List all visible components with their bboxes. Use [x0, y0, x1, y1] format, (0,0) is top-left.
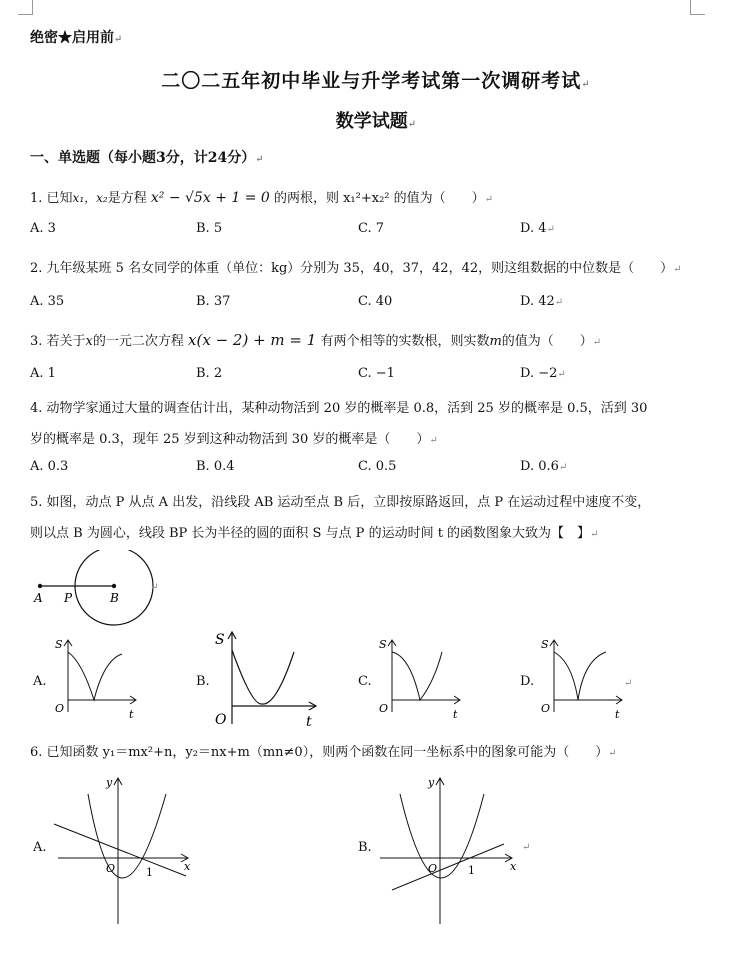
question-1-stem: 1. 已知x₁，x₂是方程 x² − √5x + 1 = 0 的两根，则 x₁²+x₂² 的值为（ ）↵ [30, 190, 494, 206]
q1-option-c[interactable]: C. 7 [358, 221, 385, 236]
svg-text:t: t [129, 708, 134, 721]
q6-option-a[interactable]: A. [33, 840, 47, 855]
question-4-line-1: 4. 动物学家通过大量的调查估计出，某种动物活到 20 岁的概率是 0.8，活到 25 岁的概率是 0.5，活到 30 [30, 401, 648, 416]
secret-label: 绝密★启用前↵ [30, 30, 123, 46]
svg-text:O: O [541, 702, 551, 715]
section-heading: 一、单选题（每小题3分，计24分）↵ [30, 150, 264, 166]
svg-text:↵: ↵ [522, 842, 531, 853]
svg-text:O: O [55, 702, 65, 715]
svg-text:S: S [215, 632, 225, 648]
q6-graph-b[interactable] [372, 772, 542, 932]
q3-option-a[interactable]: A. 1 [30, 366, 56, 381]
svg-text:t: t [453, 708, 458, 721]
svg-text:t: t [615, 708, 620, 721]
equation: x(x − 2) + m = 1 [188, 331, 317, 349]
label-p: P [64, 591, 73, 605]
q5-graph-a[interactable] [52, 632, 142, 722]
svg-text:1: 1 [146, 866, 153, 879]
crop-mark-top-left [18, 0, 33, 15]
svg-text:y: y [106, 776, 113, 789]
question-3-stem: 3. 若关于x的一元二次方程 x(x − 2) + m = 1 有两个相等的实数根，则实数m的值为（ ）↵ [30, 331, 602, 349]
q4-option-a[interactable]: A. 0.3 [30, 459, 69, 474]
q5-option-d[interactable]: D. [520, 674, 535, 689]
q3-option-d[interactable]: D. −2↵ [520, 366, 566, 381]
q5-graph-c[interactable] [376, 632, 466, 722]
svg-text:S: S [379, 638, 387, 651]
q5-option-a[interactable]: A. [33, 674, 47, 689]
q5-option-c[interactable]: C. [358, 674, 372, 689]
q1-option-b[interactable]: B. 5 [196, 221, 223, 236]
q5-option-b[interactable]: B. [196, 674, 210, 689]
q4-option-c[interactable]: C. 0.5 [358, 459, 397, 474]
q6-graph-a[interactable] [48, 772, 198, 932]
q5-graph-b[interactable] [212, 624, 322, 730]
svg-text:x: x [510, 860, 517, 873]
question-4-line-2: 岁的概率是 0.3，现年 25 岁到这种动物活到 30 岁的概率是（ ）↵ [30, 432, 438, 447]
question-5-line-1: 5. 如图，动点 P 从点 A 出发，沿线段 AB 运动至点 B 后，立即按原路返回，点 P 在运动过程中速度不变， [30, 495, 651, 510]
label-a: A [34, 591, 43, 605]
q2-option-c[interactable]: C. 40 [358, 294, 393, 309]
svg-text:x: x [184, 860, 191, 873]
q2-option-a[interactable]: A. 35 [30, 294, 65, 309]
label-b: B [110, 591, 119, 605]
question-2-stem: 2. 九年级某班 5 名女同学的体重（单位：kg）分别为 35，40，37，42，42，则这组数据的中位数是（ ）↵ [30, 261, 682, 276]
svg-text:↵: ↵ [624, 678, 633, 689]
q5-figure-circle [26, 550, 166, 630]
equation: x² − √5x + 1 = 0 [150, 190, 270, 206]
q3-option-b[interactable]: B. 2 [196, 366, 223, 381]
svg-text:y: y [428, 776, 435, 789]
q1-option-a[interactable]: A. 3 [30, 221, 56, 236]
q2-option-b[interactable]: B. 37 [196, 294, 231, 309]
svg-text:S: S [541, 638, 549, 651]
exam-title: 二〇二五年初中毕业与升学考试第一次调研考试↵ [161, 70, 591, 92]
q6-option-b[interactable]: B. [358, 840, 372, 855]
q3-option-c[interactable]: C. −1 [358, 366, 395, 381]
exam-subtitle: 数学试题↵ [335, 111, 417, 132]
svg-text:O: O [215, 712, 227, 728]
question-6-stem: 6. 已知函数 y₁＝mx²+n，y₂＝nx+m（mn≠0），则两个函数在同一坐标系中的图象可能为（ ）↵ [30, 745, 617, 760]
question-5-line-2: 则以点 B 为圆心，线段 BP 长为半径的圆的面积 S 与点 P 的运动时间 t 的函数图象大致为【 】↵ [30, 526, 599, 541]
q4-option-b[interactable]: B. 0.4 [196, 459, 235, 474]
svg-text:1: 1 [468, 864, 475, 877]
q2-option-d[interactable]: D. 42↵ [520, 294, 564, 309]
svg-text:t: t [306, 714, 312, 730]
svg-text:O: O [379, 702, 389, 715]
q4-option-d[interactable]: D. 0.6↵ [520, 459, 568, 474]
svg-text:O: O [106, 862, 116, 875]
svg-text:O: O [428, 862, 438, 875]
svg-text:↵: ↵ [150, 582, 159, 593]
crop-mark-top-right [690, 0, 705, 15]
q1-option-d[interactable]: D. 4↵ [520, 221, 555, 236]
svg-text:S: S [55, 638, 63, 651]
q5-graph-d[interactable] [538, 632, 634, 722]
